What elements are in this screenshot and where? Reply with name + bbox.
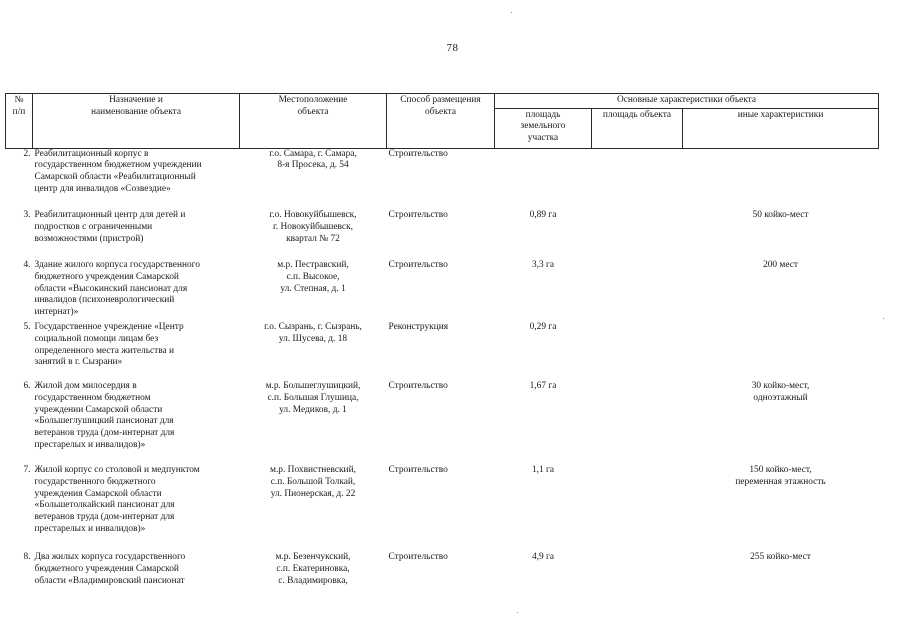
- land-area: [495, 148, 592, 210]
- table-row: [6, 322, 879, 381]
- page-number: 78: [446, 42, 459, 54]
- header-land-area: площадь земельного участка: [495, 108, 592, 148]
- header-object-area: площадь объекта: [592, 108, 683, 148]
- header-characteristics: Основные характеристики объекта: [495, 94, 879, 109]
- table-row: [6, 260, 879, 322]
- other-characteristics: [683, 148, 879, 210]
- row-number: 3.: [23, 210, 31, 221]
- object-name: Здание жилого корпуса государственного бюджетного учреждения Самарской области «Высокинский пансионат для инвалидов (психоневрологический интернат)»: [34, 260, 200, 318]
- land-area: 1,67 га: [529, 381, 557, 392]
- object-area: [592, 381, 683, 465]
- object-name: Жилой корпус со столовой и медпунктом государственного бюджетного учреждения Самарской области «Большетолкайский пансионат для ветеранов труда (дом-интернат для престарелых и инвалидов)»: [34, 465, 200, 534]
- object-location: м.р. Похвистневский, с.п. Большой Толкай, ул. Пионерская, д. 22: [270, 465, 356, 499]
- other-characteristics: 30 койко-мест, одноэтажный: [751, 381, 810, 403]
- object-area: [592, 322, 683, 381]
- other-characteristics: 50 койко-мест: [752, 210, 809, 221]
- object-name: Два жилых корпуса государственного бюджетного учреждения Самарской области «Владимировский пансионат: [34, 552, 186, 586]
- header-name: Назначение и наименование объекта: [33, 94, 240, 149]
- table-row: [6, 148, 879, 210]
- row-number: 5.: [23, 322, 31, 333]
- object-location: г.о. Самара, г. Самара, 8-я Просека, д. 54: [269, 148, 357, 171]
- table-row: [6, 552, 879, 592]
- land-area: 3,3 га: [531, 260, 555, 271]
- object-name: Реабилитационный центр для детей и подростков с ограниченными возможностями (пристрой): [34, 210, 186, 244]
- placement-method: Строительство: [388, 381, 448, 392]
- land-area: 4,9 га: [531, 552, 555, 563]
- object-area: [592, 148, 683, 210]
- row-number: 4.: [23, 260, 31, 271]
- object-area: [592, 260, 683, 322]
- row-number: 8.: [23, 552, 31, 563]
- header-number: № п/п: [6, 94, 33, 149]
- object-area: [592, 552, 683, 592]
- placement-method: Строительство: [388, 552, 448, 563]
- placement-method: Строительство: [388, 148, 448, 159]
- objects-table: [5, 93, 879, 592]
- table-row: [6, 210, 879, 260]
- object-name: Реабилитационный корпус в государственном бюджетном учреждении Самарской области «Реабилитационный центр для инвалидов «Созвездие»: [34, 148, 202, 194]
- object-location: м.р. Большеглушицкий, с.п. Большая Глушица, ул. Медиков, д. 1: [265, 381, 361, 415]
- placement-method: Строительство: [388, 465, 448, 476]
- other-characteristics: [683, 322, 879, 381]
- header-other: иные характеристики: [683, 108, 879, 148]
- object-location: г.о. Новокуйбышевск, г. Новокуйбышевск, квартал № 72: [269, 210, 357, 244]
- row-number: 2.: [23, 148, 31, 159]
- object-name: Жилой дом милосердия в государственном бюджетном учреждении Самарской области «Большеглушицкий пансионат для ветеранов труда (дом-интернат для престарелых и инвалидов)»: [34, 381, 175, 450]
- object-location: м.р. Безенчукский, с.п. Екатериновка, с. Владимировка,: [275, 552, 351, 586]
- header-method: Способ размещения объекта: [387, 94, 495, 149]
- table-row: [6, 465, 879, 552]
- other-characteristics: 150 койко-мест, переменная этажность: [735, 465, 826, 487]
- land-area: 0,29 га: [529, 322, 557, 333]
- land-area: 0,89 га: [529, 210, 557, 221]
- table-row: [6, 381, 879, 465]
- header-location: Местоположение объекта: [240, 94, 387, 149]
- object-location: г.о. Сызрань, г. Сызрань, ул. Шусева, д. 18: [264, 322, 362, 344]
- object-name: Государственное учреждение «Центр социальной помощи лицам без определенного места жительства и занятий в г. Сызрани»: [34, 322, 184, 368]
- object-area: [592, 210, 683, 260]
- land-area: 1,1 га: [531, 465, 555, 476]
- other-characteristics: 200 мест: [763, 260, 799, 271]
- placement-method: Строительство: [388, 260, 448, 271]
- placement-method: Реконструкция: [388, 322, 449, 333]
- placement-method: Строительство: [388, 210, 448, 221]
- object-location: м.р. Пестравский, с.п. Высокое, ул. Степная, д. 1: [277, 260, 349, 294]
- object-area: [592, 465, 683, 552]
- row-number: 7.: [23, 465, 31, 476]
- row-number: 6.: [23, 381, 31, 392]
- other-characteristics: 255 койко-мест: [750, 552, 811, 563]
